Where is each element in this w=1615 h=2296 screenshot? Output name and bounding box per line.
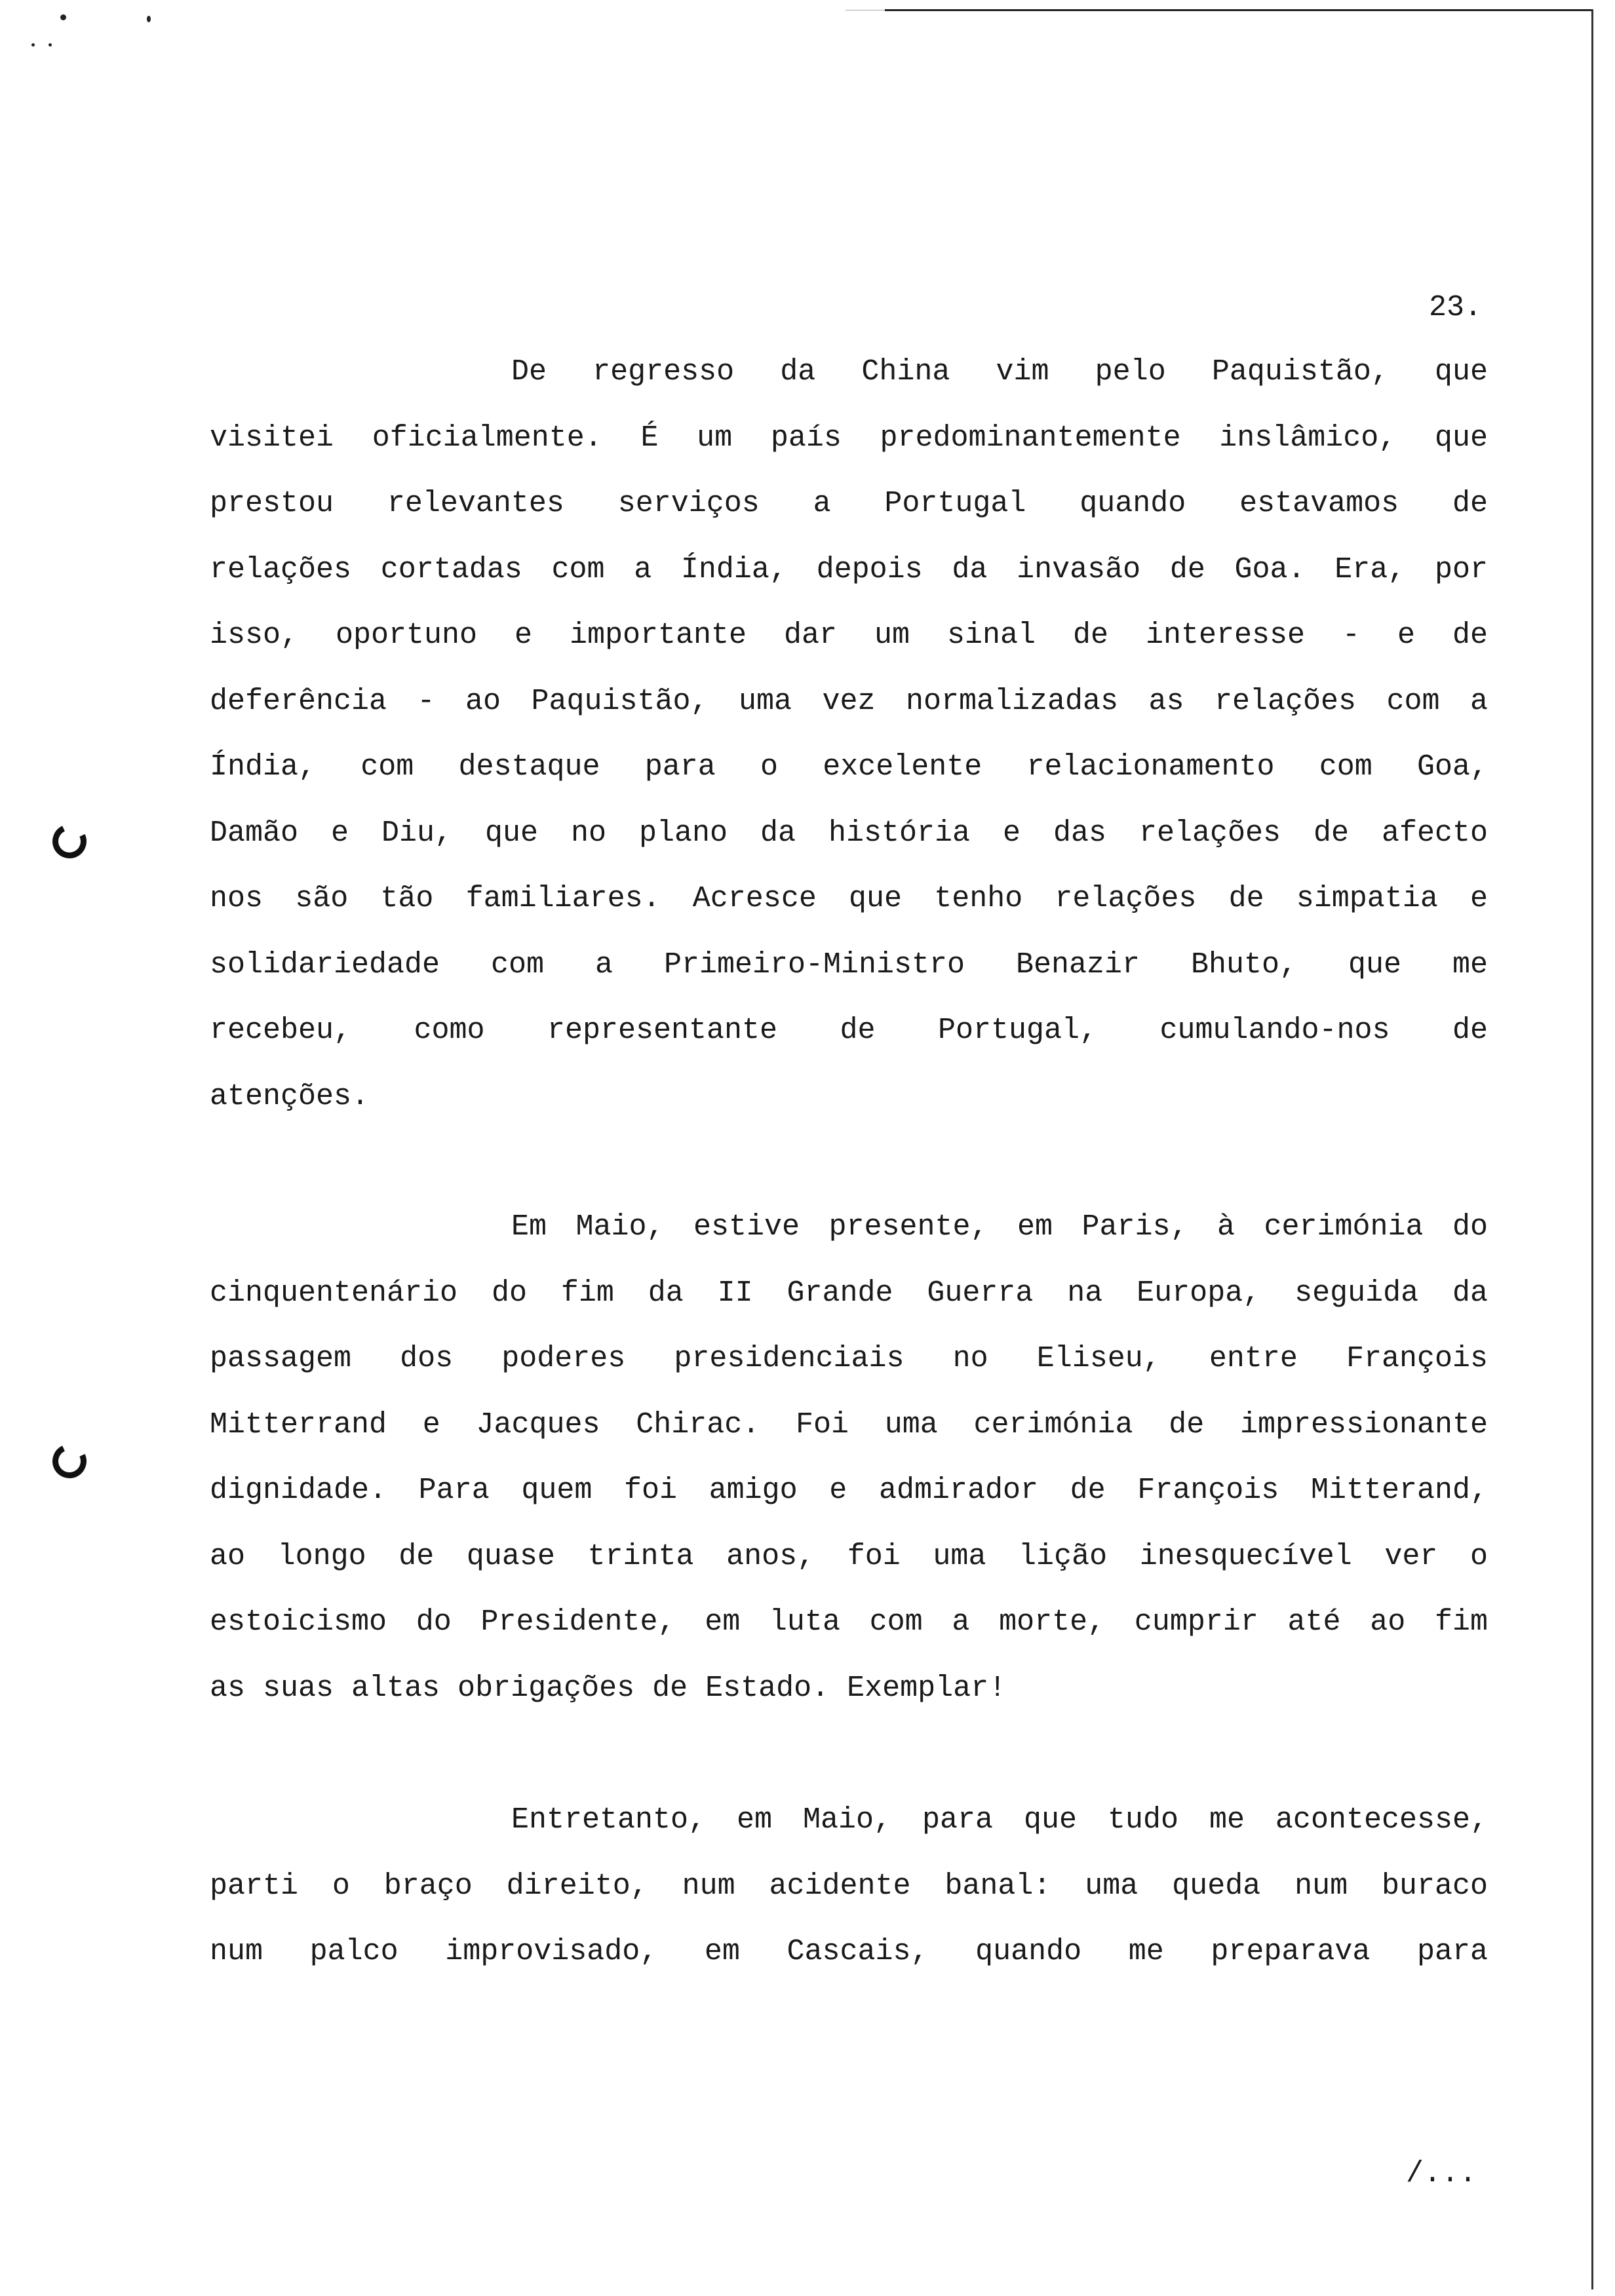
paragraph-line: Entretanto, em Maio, para que tudo me acontecesse, bbox=[511, 1803, 1488, 1837]
continuation-mark: /... bbox=[1406, 2157, 1477, 2191]
scan-speck bbox=[31, 43, 35, 47]
punch-hole-mark bbox=[48, 820, 92, 864]
paragraph-line: passagem dos poderes presidenciais no Eliseu, entre François bbox=[210, 1342, 1488, 1375]
paragraph-line: atenções. bbox=[210, 1079, 370, 1113]
paragraph-line: De regresso da China vim pelo Paquistão, que bbox=[511, 355, 1488, 389]
paragraph bbox=[210, 1788, 1488, 1985]
scan-speck bbox=[60, 14, 66, 20]
paragraph-line: num palco improvisado, em Cascais, quando me preparava para bbox=[210, 1935, 1488, 1968]
paragraph bbox=[210, 339, 1488, 1130]
paragraph-line: relações cortadas com a Índia, depois da invasão de Goa. Era, por bbox=[210, 552, 1488, 586]
paragraph-line: recebeu, como representante de Portugal, cumulando-nos de bbox=[210, 1014, 1488, 1047]
paragraph-line: Em Maio, estive presente, em Paris, à cerimónia do bbox=[511, 1210, 1488, 1244]
punch-hole-mark bbox=[48, 1440, 92, 1483]
paragraph-line: as suas altas obrigações de Estado. Exemplar! bbox=[210, 1671, 1007, 1705]
paragraph-line: prestou relevantes serviços a Portugal quando estavamos de bbox=[210, 487, 1488, 520]
paragraph-line: dignidade. Para quem foi amigo e admirador de François Mitterand, bbox=[210, 1474, 1488, 1507]
paragraph-line: estoicismo do Presidente, em luta com a morte, cumprir até ao fim bbox=[210, 1605, 1488, 1639]
paragraph-line: solidariedade com a Primeiro-Ministro Benazir Bhuto, que me bbox=[210, 947, 1488, 982]
paragraph-line: Damão e Diu, que no plano da história e das relações de afecto bbox=[210, 816, 1488, 850]
paragraph-line: isso, oportuno e importante dar um sinal de interesse - e de bbox=[210, 619, 1488, 652]
paragraph-line: nos são tão familiares. Acresce que tenho relações de simpatia e bbox=[210, 882, 1488, 915]
page-right-edge bbox=[1591, 9, 1593, 2289]
paragraph-line: cinquentenário do fim da II Grande Guerra na Europa, seguida da bbox=[210, 1276, 1488, 1310]
page-number: 23. bbox=[1429, 291, 1483, 324]
paragraph-line: ao longo de quase trinta anos, foi uma lição inesquecível ver o bbox=[210, 1539, 1488, 1573]
paragraph-line: deferência - ao Paquistão, uma vez normalizadas as relações com a bbox=[210, 684, 1488, 718]
paragraph bbox=[210, 1195, 1488, 1721]
top-rule bbox=[885, 9, 1593, 11]
scan-speck bbox=[49, 43, 52, 47]
paragraph-line: Índia, com destaque para o excelente relacionamento com Goa, bbox=[210, 750, 1488, 784]
paragraph-line: parti o braço direito, num acidente banal: uma queda num buraco bbox=[210, 1869, 1488, 1903]
scan-speck bbox=[147, 16, 151, 22]
paragraph-line: Mitterrand e Jacques Chirac. Foi uma cerimónia de impressionante bbox=[210, 1407, 1488, 1442]
paragraph-line: visitei oficialmente. É um país predominantemente inslâmico, que bbox=[210, 421, 1488, 455]
